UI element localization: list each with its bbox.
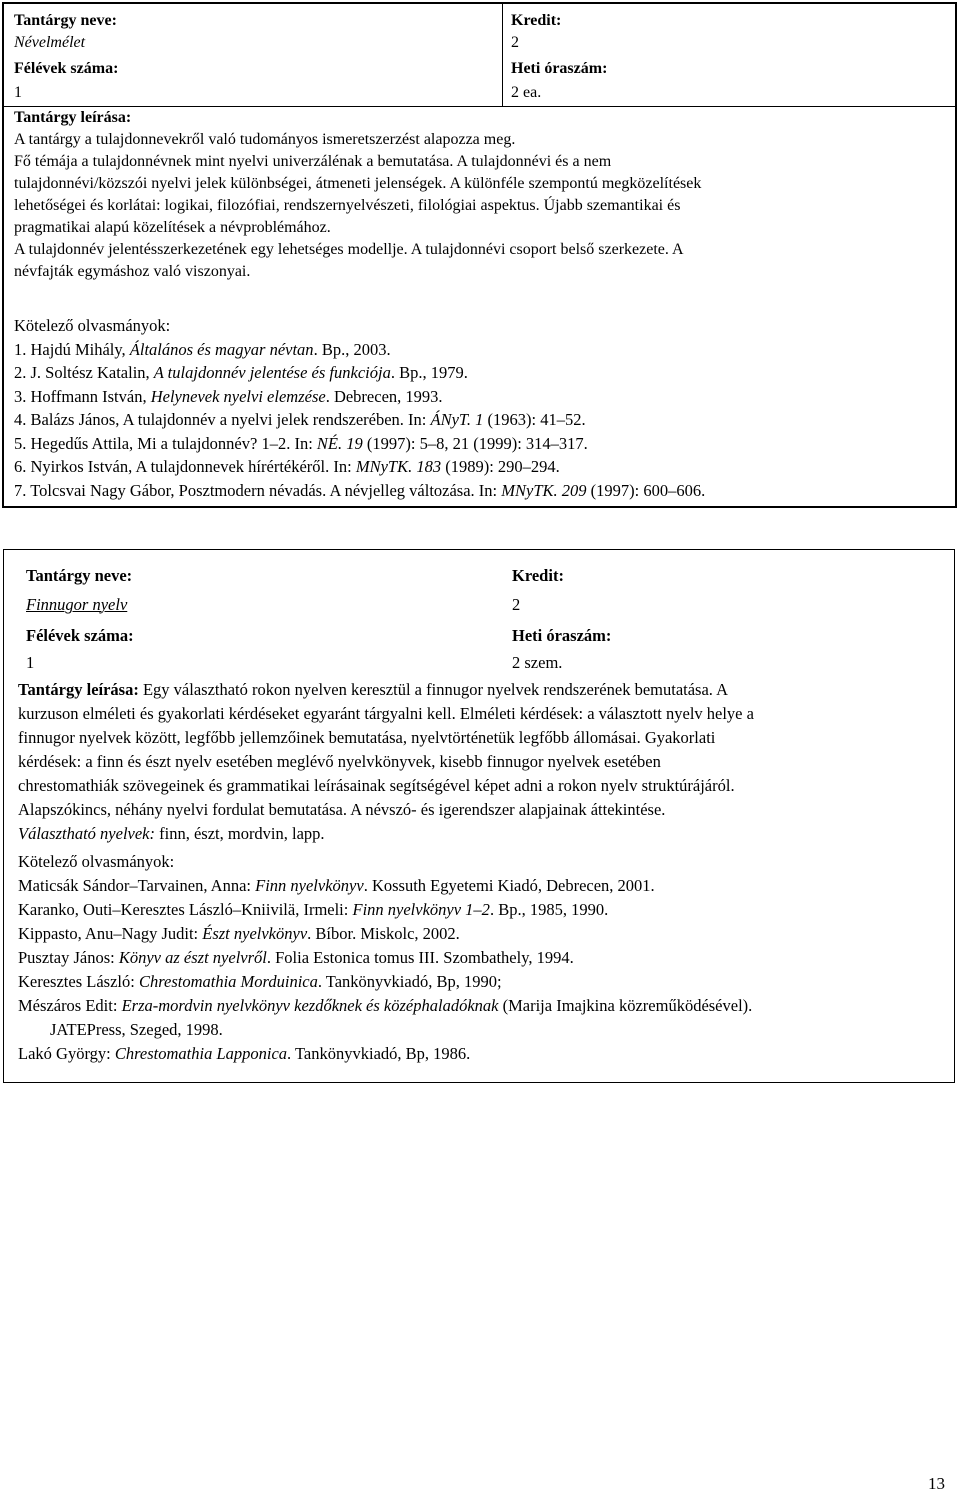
course-name-label: Tantárgy neve: (14, 12, 117, 29)
description-label: Tantárgy leírása: (14, 109, 132, 126)
description-line: Tantárgy leírása: Egy választható rokon nyelven keresztül a finnugor nyelvek rendszerének bemutatása. A (18, 680, 729, 699)
hours-value: 2 szem. (512, 653, 563, 672)
course-name-label: Tantárgy neve: (26, 566, 133, 585)
credit-value: 2 (511, 34, 519, 51)
readings-label: Kötelező olvasmányok: (14, 316, 171, 335)
description-line: Alapszókincs, néhány nyelvi fordulat bemutatása. A névszó- és igerendszer alapjainak áttekintése. (18, 800, 666, 819)
languages-line (18, 822, 948, 846)
course-name: Névelmélet (14, 34, 86, 51)
semester-value: 1 (14, 84, 22, 101)
reading-item: Mészáros Edit: Erza-mordvin nyelvkönyv kezdőknek és középhaladóknak (Marija Imajkina közreműködésével). (18, 996, 753, 1015)
reading-item: 3. Hoffmann István, Helynevek nyelvi elemzése. Debrecen, 1993. (14, 386, 443, 406)
reading-item: 2. J. Soltész Katalin, A tulajdonnév jelentése és funkciója. Bp., 1979. (14, 363, 468, 382)
reading-item: Maticsák Sándor–Tarvainen, Anna: Finn nyelvkönyv. Kossuth Egyetemi Kiadó, Debrecen, 2001. (18, 876, 655, 895)
languages-label: Választható nyelvek: (18, 824, 155, 843)
readings-block (14, 314, 944, 502)
description-line: Fő témája a tulajdonnévnek mint nyelvi univerzálénak a bemutatása. A tulajdonnévi és a nem (14, 153, 612, 170)
description-line: pragmatikai alapú közelítések a névproblémához. (14, 219, 331, 236)
reading-item: JATEPress, Szeged, 1998. (50, 1020, 223, 1039)
description-block (18, 678, 948, 846)
credit-label: Kredit: (511, 12, 562, 29)
reading-item: 7. Tolcsvai Nagy Gábor, Posztmodern névadás. A névjelleg változása. In: MNyTK. 209 (1997): 600–606. (14, 480, 706, 500)
description-block (14, 107, 944, 283)
reading-item: 1. Hajdú Mihály, Általános és magyar névtan. Bp., 2003. (14, 339, 391, 359)
description-line: A tulajdonnév jelentésszerkezetének egy lehetséges modellje. A tulajdonnévi csoport belső szerkezete. A (14, 241, 684, 258)
reading-item: 5. Hegedűs Attila, Mi a tulajdonnév? 1–2. In: NÉ. 19 (1997): 5–8, 21 (1999): 314–317. (14, 433, 588, 453)
reading-item: Lakó György: Chrestomathia Lapponica. Tankönyvkiadó, Bp, 1986. (18, 1044, 471, 1063)
reading-item: Pusztay János: Könyv az észt nyelvről. Folia Estonica tomus III. Szombathely, 1994. (18, 948, 574, 967)
reading-item: 4. Balázs János, A tulajdonnév a nyelvi jelek rendszerében. In: ÁNyT. 1 (1963): 41–52. (14, 410, 586, 429)
description-line: névfajták egymáshoz való viszonyai. (14, 263, 251, 280)
description-line: kurzuson elméleti és gyakorlati kérdéseket egyaránt tárgyalni kell. Elméleti kérdések: a választott nyelv helye a (18, 704, 754, 723)
hours-value: 2 ea. (511, 84, 542, 101)
description-line: lehetőségei és korlátai: logikai, filozófiai, rendszernyelvészeti, filológiai aspektus. Újabb szemantikai és (14, 197, 681, 214)
reading-item: 6. Nyirkos István, A tulajdonnevek hírértékéről. In: MNyTK. 183 (1989): 290–294. (14, 457, 560, 476)
description-line: tulajdonnévi/közszói nyelvi jelek különbségei, átmeneti jelenségek. A különféle szempontú megközelítések (14, 175, 702, 192)
description-line: kérdések: a finn és észt nyelv esetében meglévő nyelvkönyvek, kisebb finnugor nyelvek esetében (18, 752, 661, 771)
readings-label: Kötelező olvasmányok: (18, 852, 175, 871)
readings-block (18, 850, 948, 1066)
description-label: Tantárgy leírása: (18, 680, 139, 699)
course-card-nevelmelet (2, 2, 957, 508)
semester-label: Félévek száma: (14, 60, 119, 77)
description-line: A tantárgy a tulajdonnevekről való tudományos ismeretszerzést alapozza meg. (14, 131, 516, 148)
page-number: 13 (928, 1474, 945, 1493)
description-line: chrestomathiák szövegeinek és grammatikai leírásainak segítségével képet adni a rokon nyelv struktúrájáról. (18, 776, 735, 795)
semester-label: Félévek száma: (26, 626, 134, 645)
credit-value: 2 (512, 595, 521, 614)
hours-label: Heti óraszám: (511, 60, 608, 77)
course-card-finnugor-nyelv (3, 549, 955, 1083)
reading-item: Keresztes László: Chrestomathia Morduinica. Tankönyvkiadó, Bp, 1990; (18, 972, 502, 991)
reading-item: Kippasto, Anu–Nagy Judit: Észt nyelvkönyv. Bíbor. Miskolc, 2002. (18, 924, 460, 943)
course-name: Finnugor nyelv (26, 595, 128, 614)
credit-label: Kredit: (512, 566, 564, 585)
languages-value: finn, észt, mordvin, lapp. (155, 824, 325, 843)
hours-label: Heti óraszám: (512, 626, 612, 645)
reading-item: Karanko, Outi–Keresztes László–Kniivilä, Irmeli: Finn nyelvkönyv 1–2. Bp., 1985, 1990. (18, 900, 609, 919)
semester-value: 1 (26, 653, 35, 672)
description-line: finnugor nyelvek között, legfőbb jellemzőinek bemutatása, nyelvtörténetük legfőbb állomásai. Gyakorlati (18, 728, 716, 747)
column-divider (502, 4, 503, 106)
